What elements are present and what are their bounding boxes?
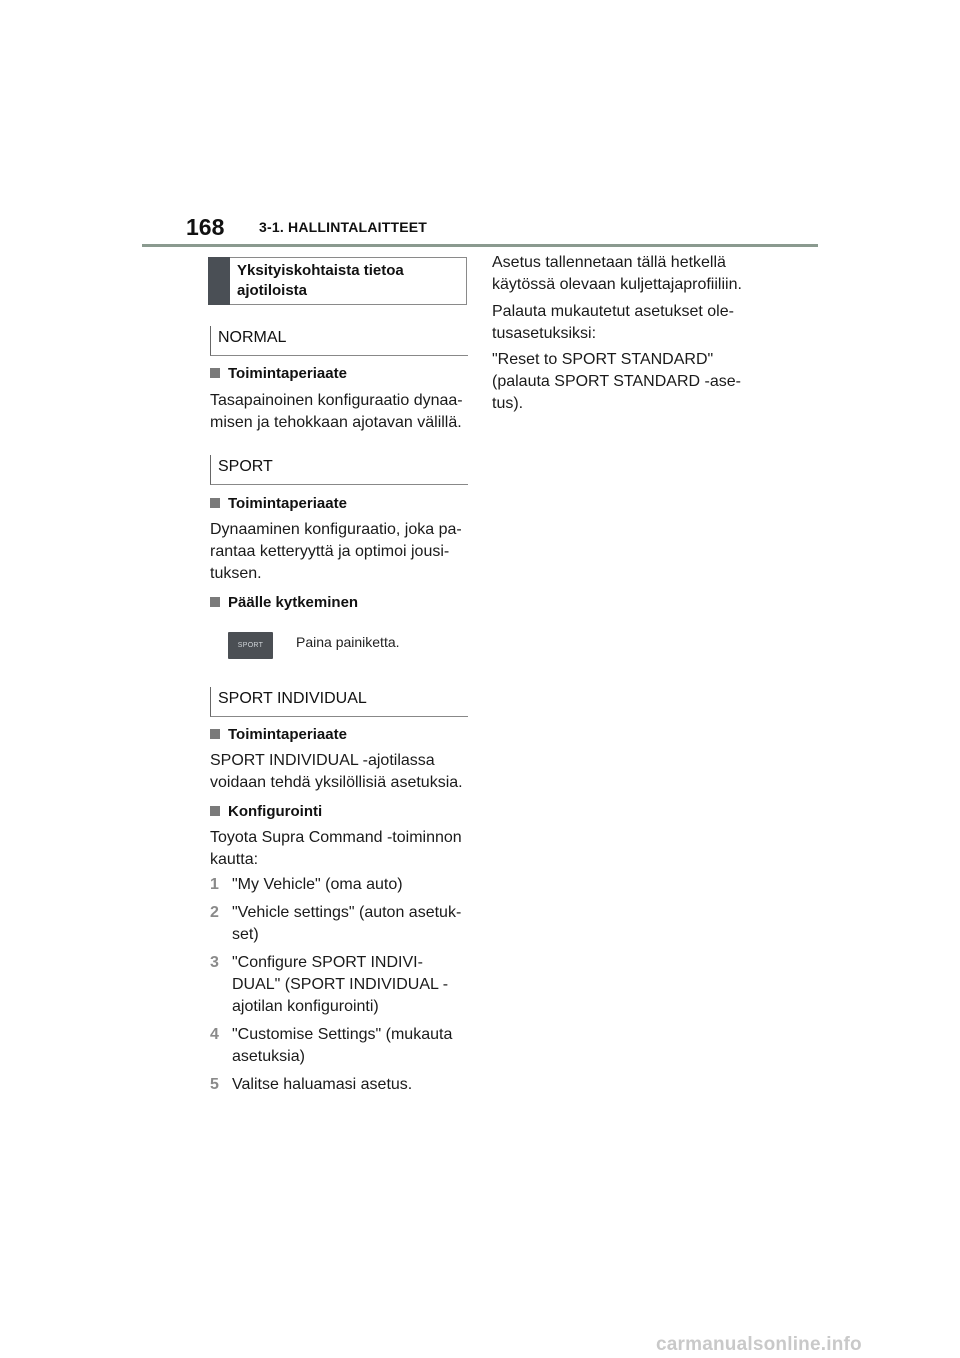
reset-intro: Palauta mukautetut asetukset ole- tusasetuksiksi: (492, 303, 734, 342)
section-box-tab (208, 257, 230, 305)
step-number: 5 (210, 1076, 219, 1093)
step-item: 5 Valitse haluamasi asetus. (210, 1074, 470, 1096)
reset-instruction: "Reset to SPORT STANDARD" (palauta SPORT STANDARD -ase- tus). (492, 351, 741, 412)
mode-heading-sport-individual (210, 687, 468, 717)
mode-heading-label: SPORT (218, 458, 273, 475)
save-note: Asetus tallennetaan tällä hetkellä käytössä olevaan kuljettajaprofiiliin. (492, 254, 742, 293)
mode-heading-label: NORMAL (218, 329, 287, 346)
subheading-individual-config: Konfigurointi (210, 803, 322, 820)
square-bullet-icon (210, 368, 220, 378)
sport-button-image (228, 632, 273, 659)
step-item: 4 "Customise Settings" (mukauta asetuksia) (210, 1026, 453, 1065)
square-bullet-icon (210, 729, 220, 739)
step-number: 4 (210, 1026, 219, 1043)
subheading-sport-principle: Toimintaperiaate (210, 495, 347, 512)
square-bullet-icon (210, 498, 220, 508)
step-item: 2 "Vehicle settings" (auton asetuk- set) (210, 904, 462, 943)
page-number: 168 (186, 214, 225, 240)
chapter-title: 3-1. HALLINTALAITTEET (259, 219, 428, 235)
section-box-title: Yksityiskohtaista tietoa ajotiloista (237, 262, 404, 299)
step-number: 3 (210, 954, 219, 971)
step-item: 3 "Configure SPORT INDIVI- DUAL" (SPORT INDIVIDUAL - ajotilan konfigurointi) (210, 954, 449, 1015)
subheading-normal-principle: Toimintaperiaate (210, 365, 347, 382)
normal-description: Tasapainoinen konfiguraatio dynaa- misen ja tehokkaan ajotavan välillä. (210, 392, 463, 431)
mode-heading-sport (210, 455, 468, 485)
sport-button-caption: Paina painiketta. (296, 634, 400, 650)
watermark: carmanualsonline.info (656, 1334, 862, 1355)
step-item: 1 "My Vehicle" (oma auto) (210, 874, 470, 896)
step-number: 1 (210, 876, 219, 893)
subheading-individual-principle: Toimintaperiaate (210, 726, 347, 743)
subheading-sport-activation: Päälle kytkeminen (210, 594, 358, 611)
config-intro: Toyota Supra Command -toiminnon kautta: (210, 829, 462, 868)
sport-button-label: SPORT (237, 642, 264, 649)
individual-description: SPORT INDIVIDUAL -ajotilassa voidaan tehdä yksilöllisiä asetuksia. (210, 752, 463, 791)
step-number: 2 (210, 904, 219, 921)
header-rule (142, 244, 818, 247)
square-bullet-icon (210, 806, 220, 816)
mode-heading-normal (210, 326, 468, 356)
sport-description: Dynaaminen konfiguraatio, joka pa- rantaa ketteryyttä ja optimoi jousi- tuksen. (210, 521, 462, 582)
square-bullet-icon (210, 597, 220, 607)
mode-heading-label: SPORT INDIVIDUAL (218, 690, 367, 707)
